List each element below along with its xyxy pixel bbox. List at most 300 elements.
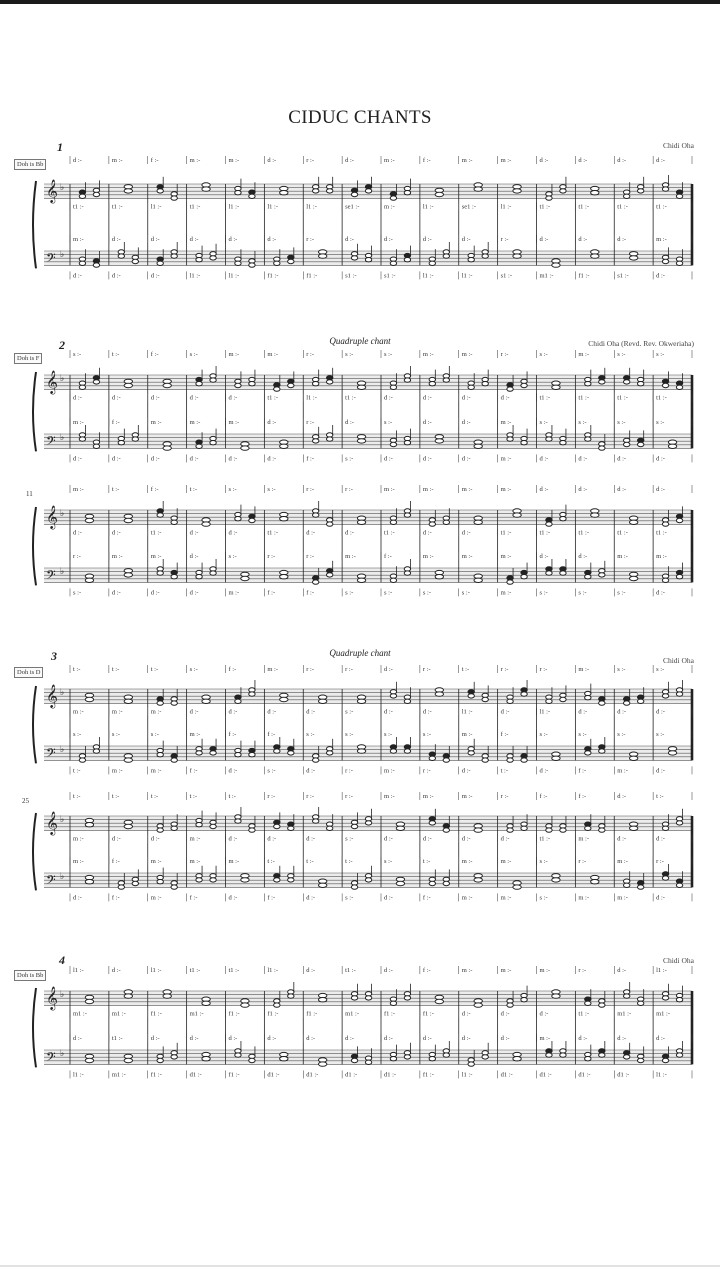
solfa-syllable: f :-	[111, 858, 120, 865]
solfa-syllable: r :-	[306, 419, 315, 426]
solfa-syllable: s :-	[73, 731, 82, 738]
solfa-syllable: m :-	[189, 731, 201, 738]
note-head	[241, 576, 249, 580]
note-head	[507, 387, 513, 391]
solfa-syllable: s :-	[73, 351, 82, 358]
solfa-syllable: t1 :-	[345, 394, 356, 402]
solfa-syllable: d :-	[189, 553, 199, 560]
key-label: Doh is F	[14, 353, 42, 364]
note-head	[676, 998, 682, 1002]
note-head	[249, 263, 255, 267]
bass-clef-icon: 𝄢	[46, 250, 56, 269]
solfa-syllable: f1 :-	[228, 1071, 240, 1079]
solfa-syllable: t1 :-	[578, 203, 590, 211]
solfa-syllable: d :-	[656, 455, 665, 463]
solfa-syllable: d :-	[228, 236, 238, 243]
solfa-syllable: f :-	[189, 894, 198, 902]
note-head	[288, 826, 294, 830]
note-head	[249, 518, 255, 522]
solfa-syllable: d :-	[539, 767, 549, 775]
solfa-syllable: s :-	[384, 419, 393, 426]
solfa-syllable: t1 :-	[267, 529, 279, 537]
solfa-syllable: d :-	[267, 157, 277, 164]
solfa-syllable: d :-	[617, 967, 627, 974]
note-head	[591, 254, 599, 258]
solfa-syllable: d :-	[267, 455, 277, 463]
note-head	[513, 885, 521, 889]
solfa-syllable: f :-	[578, 767, 587, 775]
solfa-syllable: m :-	[500, 967, 512, 974]
solfa-syllable: f1 :-	[267, 1010, 279, 1018]
note-head	[132, 437, 138, 441]
note-head	[623, 380, 629, 384]
solfa-syllable: d :-	[422, 708, 432, 716]
solfa-syllable: d :-	[228, 455, 238, 463]
note-head	[637, 1058, 643, 1062]
solfa-syllable: f :-	[111, 419, 120, 426]
solfa-syllable: l1 :-	[422, 272, 434, 280]
note-head	[85, 823, 93, 827]
chant-number: 4	[59, 953, 65, 967]
chant-4	[0, 953, 720, 1093]
solfa-syllable: d :-	[656, 589, 665, 597]
note-head	[357, 520, 365, 524]
note-head	[513, 189, 521, 193]
note-head	[507, 699, 513, 703]
solfa-syllable: s :-	[111, 731, 120, 738]
solfa-syllable: f :-	[267, 731, 276, 738]
key-signature-icon: ♭	[60, 989, 65, 1000]
solfa-syllable: s :-	[422, 589, 431, 597]
chant-number: 2	[59, 338, 65, 352]
note-head	[546, 522, 552, 526]
solfa-syllable: d :-	[345, 419, 354, 426]
solfa-syllable: m :-	[384, 486, 395, 493]
page-title: CIDUC CHANTS	[288, 107, 432, 128]
note-head	[507, 580, 513, 584]
note-head	[280, 1057, 288, 1061]
solfa-syllable: d1 :-	[267, 1071, 280, 1079]
solfa-syllable: d :-	[306, 767, 316, 775]
note-head	[157, 261, 163, 265]
note-head	[171, 254, 177, 258]
chant-composer: Chidi Oha	[662, 956, 694, 965]
solfa-syllable: s :-	[578, 731, 587, 738]
solfa-syllable: m :-	[189, 419, 201, 426]
solfa-syllable: s :-	[539, 351, 548, 358]
note-head	[210, 256, 216, 260]
note-head	[93, 444, 99, 448]
note-head	[637, 1001, 643, 1005]
solfa-syllable: m1 :-	[189, 1010, 204, 1018]
solfa-syllable: l1 :-	[150, 203, 162, 211]
note-head	[118, 441, 124, 445]
solfa-syllable: t1 :-	[656, 529, 667, 537]
solfa-syllable: d :-	[345, 236, 354, 243]
note-head	[357, 749, 365, 753]
note-head	[326, 522, 332, 526]
score-systems	[0, 140, 720, 300]
solfa-syllable: d :-	[111, 835, 121, 843]
solfa-syllable: s :-	[617, 731, 626, 738]
solfa-syllable: d :-	[111, 589, 121, 597]
note-head	[474, 520, 482, 524]
solfa-syllable: d :-	[384, 894, 393, 902]
key-signature-icon: ♭	[60, 566, 65, 577]
note-head	[249, 753, 255, 757]
solfa-syllable: f1 :-	[306, 272, 318, 280]
solfa-syllable: m :-	[578, 351, 590, 358]
note-head	[241, 446, 249, 450]
note-head	[623, 442, 629, 446]
note-head	[474, 187, 482, 191]
bass-clef-icon: 𝄢	[46, 567, 56, 586]
note-head	[280, 444, 288, 448]
solfa-syllable: m :-	[111, 553, 123, 560]
note-head	[163, 383, 171, 387]
note-head	[196, 575, 202, 579]
solfa-syllable: se1 :-	[461, 203, 477, 211]
solfa-syllable: d :-	[73, 272, 82, 280]
system-brace	[33, 372, 36, 451]
solfa-syllable: f :-	[422, 157, 431, 164]
solfa-syllable: f :-	[384, 553, 392, 560]
note-head	[124, 758, 132, 762]
note-head	[390, 1001, 396, 1005]
note-head	[662, 1058, 668, 1062]
note-head	[474, 444, 482, 448]
solfa-syllable: d :-	[73, 455, 82, 463]
note-head	[585, 437, 591, 441]
solfa-syllable: d :-	[150, 394, 160, 402]
solfa-syllable: f :-	[111, 894, 120, 902]
solfa-syllable: m1 :-	[111, 1071, 126, 1079]
solfa-syllable: d :-	[500, 1010, 510, 1018]
note-head	[676, 821, 682, 825]
note-head	[404, 571, 410, 575]
solfa-syllable: s :-	[617, 666, 626, 673]
solfa-syllable: t :-	[656, 793, 664, 800]
note-head	[396, 826, 404, 830]
solfa-syllable: d :-	[617, 236, 627, 243]
solfa-syllable: d :-	[111, 394, 121, 402]
solfa-syllable: m :-	[461, 351, 473, 358]
solfa-syllable: d1 :-	[345, 1071, 358, 1079]
note-head	[390, 749, 396, 753]
note-head	[132, 259, 138, 263]
solfa-syllable: d :-	[306, 967, 316, 974]
solfa-syllable: d :-	[539, 455, 549, 463]
note-head	[482, 697, 488, 701]
solfa-syllable: d :-	[422, 419, 432, 426]
note-head	[662, 996, 668, 1000]
treble-clef-icon: 𝄞	[46, 985, 58, 1010]
solfa-syllable: l1 :-	[461, 708, 473, 716]
note-head	[274, 878, 280, 882]
solfa-syllable: d :-	[189, 394, 199, 402]
note-head	[365, 1060, 371, 1064]
solfa-syllable: d :-	[228, 835, 238, 843]
solfa-syllable: r :-	[345, 767, 353, 775]
note-head	[662, 694, 668, 698]
score-systems	[0, 335, 720, 615]
note-head	[404, 441, 410, 445]
key-signature-icon: ♭	[60, 508, 65, 519]
solfa-syllable: t :-	[111, 486, 120, 493]
solfa-syllable: r :-	[306, 157, 315, 164]
note-head	[662, 259, 668, 263]
solfa-syllable: r :-	[656, 858, 664, 865]
solfa-syllable: t1 :-	[617, 203, 628, 211]
note-head	[312, 439, 318, 443]
note-head	[93, 192, 99, 196]
solfa-syllable: d :-	[578, 486, 588, 493]
solfa-syllable: m :-	[539, 1035, 551, 1042]
note-head	[513, 1057, 521, 1061]
note-head	[163, 446, 171, 450]
solfa-syllable: s :-	[578, 589, 587, 597]
solfa-syllable: d :-	[617, 793, 627, 800]
solfa-syllable: d :-	[500, 708, 510, 716]
note-head	[357, 578, 365, 582]
solfa-syllable: f :-	[422, 894, 431, 902]
solfa-syllable: d :-	[111, 529, 121, 537]
note-head	[599, 701, 605, 705]
note-head	[249, 382, 255, 386]
solfa-syllable: l1 :-	[73, 1071, 84, 1079]
note-head	[210, 751, 216, 755]
chant-2	[0, 335, 720, 615]
solfa-syllable: m :-	[267, 351, 279, 358]
solfa-syllable: f :-	[228, 666, 237, 673]
note-head	[507, 828, 513, 832]
note-head	[365, 878, 371, 882]
note-head	[474, 578, 482, 582]
solfa-syllable: s :-	[306, 731, 315, 738]
note-head	[546, 699, 552, 703]
note-head	[637, 382, 643, 386]
solfa-syllable: m :-	[228, 858, 240, 865]
note-head	[404, 749, 410, 753]
note-head	[274, 749, 280, 753]
solfa-syllable: m :-	[150, 419, 162, 426]
note-head	[599, 1003, 605, 1007]
note-head	[560, 828, 566, 832]
note-head	[124, 573, 132, 577]
note-head	[443, 254, 449, 258]
note-head	[429, 756, 435, 760]
solfa-syllable: s :-	[539, 589, 548, 597]
note-head	[210, 441, 216, 445]
solfa-syllable: l1 :-	[306, 203, 317, 211]
solfa-syllable: d :-	[267, 708, 277, 716]
solfa-syllable: d :-	[189, 708, 199, 716]
score-system	[33, 966, 692, 1078]
note-head	[482, 758, 488, 762]
solfa-syllable: d :-	[617, 1035, 627, 1042]
note-head	[365, 821, 371, 825]
note-head	[546, 571, 552, 575]
note-head	[326, 380, 332, 384]
solfa-syllable: d :-	[111, 455, 121, 463]
solfa-syllable: m :-	[461, 858, 473, 865]
solfa-syllable: d :-	[539, 486, 549, 493]
note-head	[235, 261, 241, 265]
solfa-syllable: f1 :-	[228, 1010, 240, 1018]
solfa-syllable: s :-	[656, 666, 665, 673]
solfa-syllable: r :-	[267, 553, 276, 560]
system-brace	[33, 686, 36, 763]
note-head	[443, 520, 449, 524]
note-head	[357, 699, 365, 703]
solfa-syllable: m :-	[500, 553, 512, 560]
solfa-syllable: s :-	[345, 731, 354, 738]
solfa-syllable: d1 :-	[384, 1071, 397, 1079]
solfa-syllable: d :-	[228, 708, 238, 716]
solfa-syllable: s :-	[539, 419, 548, 426]
solfa-syllable: t :-	[189, 793, 198, 800]
solfa-syllable: m :-	[461, 731, 473, 738]
note-head	[196, 751, 202, 755]
note-head	[676, 261, 682, 265]
solfa-syllable: f :-	[500, 731, 509, 738]
note-head	[676, 692, 682, 696]
solfa-syllable: t1 :-	[267, 394, 279, 402]
solfa-syllable: f :-	[267, 589, 276, 597]
score-system	[33, 665, 692, 774]
treble-clef-icon: 𝄞	[46, 178, 58, 203]
solfa-syllable: t1 :-	[73, 203, 84, 211]
note-head	[157, 571, 163, 575]
note-head	[599, 380, 605, 384]
note-head	[521, 692, 527, 696]
solfa-syllable: d :-	[228, 1035, 238, 1042]
note-head	[676, 575, 682, 579]
chant-composer: Chidi Oha	[662, 656, 694, 665]
note-head	[318, 254, 326, 258]
solfa-syllable: m :-	[500, 486, 512, 493]
note-head	[157, 701, 163, 705]
note-head	[210, 571, 216, 575]
note-head	[637, 885, 643, 889]
note-head	[351, 824, 357, 828]
solfa-syllable: r :-	[345, 793, 353, 800]
solfa-syllable: m :-	[111, 157, 123, 164]
solfa-syllable: d :-	[500, 1035, 510, 1042]
note-head	[79, 758, 85, 762]
solfa-syllable: d :-	[461, 419, 471, 426]
key-signature-icon: ♭	[60, 249, 65, 260]
solfa-syllable: s :-	[73, 589, 82, 597]
solfa-syllable: d :-	[228, 894, 238, 902]
solfa-syllable: d :-	[150, 589, 160, 597]
note-head	[351, 1058, 357, 1062]
note-head	[85, 697, 93, 701]
note-head	[521, 826, 527, 830]
solfa-syllable: m :-	[228, 589, 240, 597]
solfa-syllable: m1 :-	[73, 1010, 87, 1018]
solfa-syllable: d :-	[461, 767, 471, 775]
note-head	[585, 1057, 591, 1061]
solfa-syllable: t :-	[189, 486, 198, 493]
note-head	[202, 699, 210, 703]
note-head	[591, 513, 599, 517]
note-head	[468, 751, 474, 755]
solfa-syllable: d :-	[189, 455, 199, 463]
note-head	[118, 885, 124, 889]
solfa-syllable: m :-	[422, 553, 434, 560]
solfa-syllable: r :-	[578, 858, 587, 865]
note-head	[429, 821, 435, 825]
measure-number: 11	[26, 490, 33, 498]
note-head	[326, 437, 332, 441]
note-head	[482, 254, 488, 258]
note-head	[124, 383, 132, 387]
note-head	[196, 258, 202, 262]
note-head	[93, 263, 99, 267]
note-head	[585, 1001, 591, 1005]
solfa-syllable: t :-	[150, 793, 159, 800]
solfa-syllable: t1 :-	[539, 394, 551, 402]
treble-clef-icon: 𝄞	[46, 810, 58, 835]
solfa-syllable: t1 :-	[539, 835, 551, 843]
solfa-syllable: m :-	[73, 419, 84, 426]
note-head	[351, 885, 357, 889]
solfa-syllable: l1 :-	[306, 394, 317, 402]
solfa-syllable: r :-	[345, 666, 353, 673]
solfa-syllable: d :-	[189, 589, 199, 597]
solfa-syllable: f :-	[189, 767, 198, 775]
solfa-syllable: d :-	[73, 894, 82, 902]
note-head	[312, 382, 318, 386]
note-head	[552, 385, 560, 389]
solfa-syllable: d :-	[422, 835, 432, 843]
treble-clef-icon: 𝄞	[46, 504, 58, 529]
note-head	[351, 256, 357, 260]
solfa-syllable: r :-	[306, 351, 315, 358]
solfa-syllable: d1 :-	[617, 1071, 630, 1079]
solfa-syllable: r :-	[267, 793, 276, 800]
note-head	[280, 697, 288, 701]
note-head	[157, 513, 163, 517]
note-head	[599, 749, 605, 753]
system-brace	[33, 507, 36, 585]
solfa-syllable: s :-	[345, 351, 354, 358]
note-head	[404, 699, 410, 703]
solfa-syllable: m :-	[617, 767, 628, 775]
solfa-syllable: m1 :-	[617, 1010, 632, 1018]
solfa-syllable: d :-	[461, 236, 471, 243]
note-head	[629, 826, 637, 830]
note-head	[662, 187, 668, 191]
note-head	[585, 826, 591, 830]
note-head	[312, 189, 318, 193]
solfa-syllable: d1 :-	[500, 1071, 513, 1079]
system-brace	[33, 813, 36, 890]
note-head	[623, 883, 629, 887]
note-head	[171, 758, 177, 762]
solfa-syllable: m :-	[345, 553, 356, 560]
solfa-syllable: r :-	[500, 666, 509, 673]
solfa-syllable: m :-	[500, 589, 512, 597]
note-head	[288, 751, 294, 755]
solfa-syllable: d :-	[150, 1035, 160, 1042]
note-head	[351, 192, 357, 196]
note-head	[676, 385, 682, 389]
note-head	[560, 189, 566, 193]
solfa-syllable: t :-	[422, 858, 431, 865]
solfa-syllable: m :-	[578, 894, 590, 902]
